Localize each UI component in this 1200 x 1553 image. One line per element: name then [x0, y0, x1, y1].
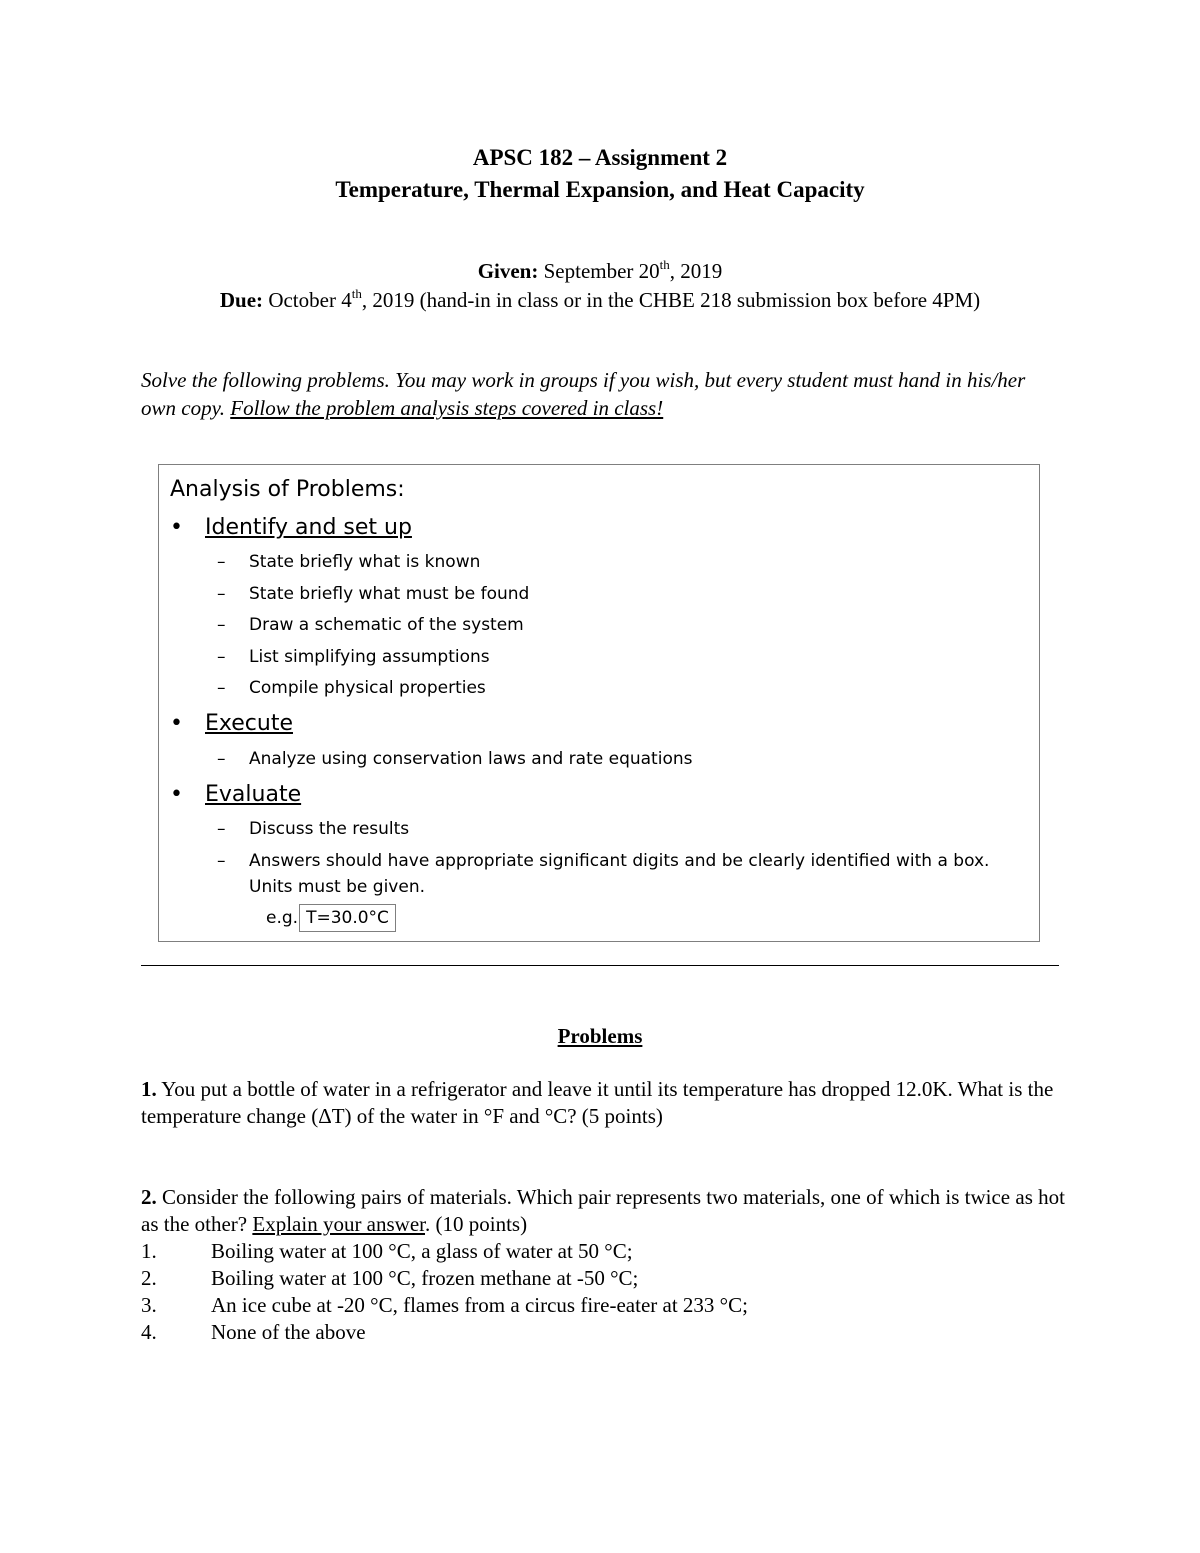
dash-icon: – — [217, 647, 226, 667]
bullet-icon: • — [170, 515, 183, 540]
section-evaluate — [170, 780, 301, 810]
list-item-text: Analyze using conservation laws and rate equations — [249, 749, 693, 769]
due-date-sup: th — [351, 286, 362, 301]
dash-icon: – — [217, 552, 226, 572]
dash-icon: – — [217, 851, 226, 871]
instructions-text: Solve the following problems. You may work in groups if you wish, but every student must hand in his/her own copy. — [141, 368, 1026, 420]
list-item-text: Answers should have appropriate significant digits and be clearly identified with a box. — [249, 851, 990, 871]
list-item — [217, 746, 692, 772]
list-item-text: Draw a schematic of the system — [249, 615, 524, 635]
list-item — [217, 816, 409, 842]
list-item — [217, 848, 989, 874]
page-subtitle: Temperature, Thermal Expansion, and Heat Capacity — [335, 177, 865, 202]
section-label: Evaluate — [205, 782, 302, 807]
option-text: None of the above — [211, 1320, 366, 1344]
problem-2 — [141, 1184, 1066, 1238]
instructions-underlined: Follow the problem analysis steps covered in class! — [230, 396, 664, 420]
dash-icon: – — [217, 678, 226, 698]
list-item-text: Compile physical properties — [249, 678, 486, 698]
option-text: Boiling water at 100 °C, frozen methane at -50 °C; — [211, 1266, 639, 1290]
list-item — [217, 675, 486, 701]
example-line — [266, 904, 396, 932]
list-item — [141, 1319, 1061, 1346]
list-item-continuation: Units must be given. — [249, 877, 425, 897]
option-text: An ice cube at -20 °C, flames from a circus fire-eater at 233 °C; — [211, 1293, 748, 1317]
option-text: Boiling water at 100 °C, a glass of water at 50 °C; — [211, 1239, 633, 1263]
section-execute — [170, 709, 293, 739]
given-date-pre: September 20 — [538, 259, 660, 283]
section-label: Identify and set up — [205, 515, 412, 540]
due-label: Due: — [219, 288, 264, 312]
list-item-text: List simplifying assumptions — [249, 647, 490, 667]
problem-number: 2. — [141, 1185, 157, 1209]
page-title: APSC 182 – Assignment 2 — [472, 145, 728, 170]
option-number: 4. — [141, 1320, 157, 1344]
list-item-text: State briefly what must be found — [249, 584, 530, 604]
list-item — [217, 581, 529, 607]
list-item — [217, 612, 524, 638]
instructions-paragraph — [141, 366, 1061, 422]
problem-number: 1. — [141, 1077, 157, 1101]
analysis-box — [158, 464, 1040, 942]
given-date-line — [0, 257, 1200, 285]
analysis-heading: Analysis of Problems: — [170, 477, 405, 502]
dash-icon: – — [217, 584, 226, 604]
list-item — [141, 1238, 1061, 1265]
list-item — [217, 644, 490, 670]
option-number: 1. — [141, 1239, 157, 1263]
section-divider — [141, 965, 1059, 966]
bullet-icon: • — [170, 782, 183, 807]
section-label: Execute — [205, 711, 293, 736]
due-date-line — [0, 286, 1200, 314]
dash-icon: – — [217, 615, 226, 635]
list-item-text: State briefly what is known — [249, 552, 481, 572]
problem-1 — [141, 1076, 1066, 1130]
bullet-icon: • — [170, 711, 183, 736]
problem-underlined: Explain your answer — [252, 1212, 425, 1236]
due-date-pre: October 4 — [263, 288, 352, 312]
given-date-post: , 2019 — [669, 259, 723, 283]
dash-icon: – — [217, 749, 226, 769]
problem-text-after: . (10 points) — [425, 1212, 528, 1236]
given-date-sup: th — [659, 257, 670, 272]
option-number: 3. — [141, 1293, 157, 1317]
list-item — [217, 549, 480, 575]
section-identify — [170, 513, 412, 543]
list-item — [141, 1292, 1061, 1319]
dash-icon: – — [217, 819, 226, 839]
example-prefix: e.g. — [266, 908, 299, 928]
due-date-post: , 2019 (hand-in in class or in the CHBE 218 submission box before 4PM) — [361, 288, 981, 312]
example-answer-box: T=30.0°C — [299, 904, 396, 932]
problems-heading: Problems — [557, 1024, 643, 1048]
list-item-text: Discuss the results — [249, 819, 410, 839]
problem-text: Consider the following pairs of materials. Which pair represents two materials, one of which is twice as hot as the other? — [141, 1185, 1065, 1236]
given-label: Given: — [477, 259, 539, 283]
list-item — [141, 1265, 1061, 1292]
option-number: 2. — [141, 1266, 157, 1290]
problem-text: You put a bottle of water in a refrigerator and leave it until its temperature has dropped 12.0K. What is the temperature change (ΔT) of the water in °F and °C? (5 points) — [141, 1077, 1054, 1128]
